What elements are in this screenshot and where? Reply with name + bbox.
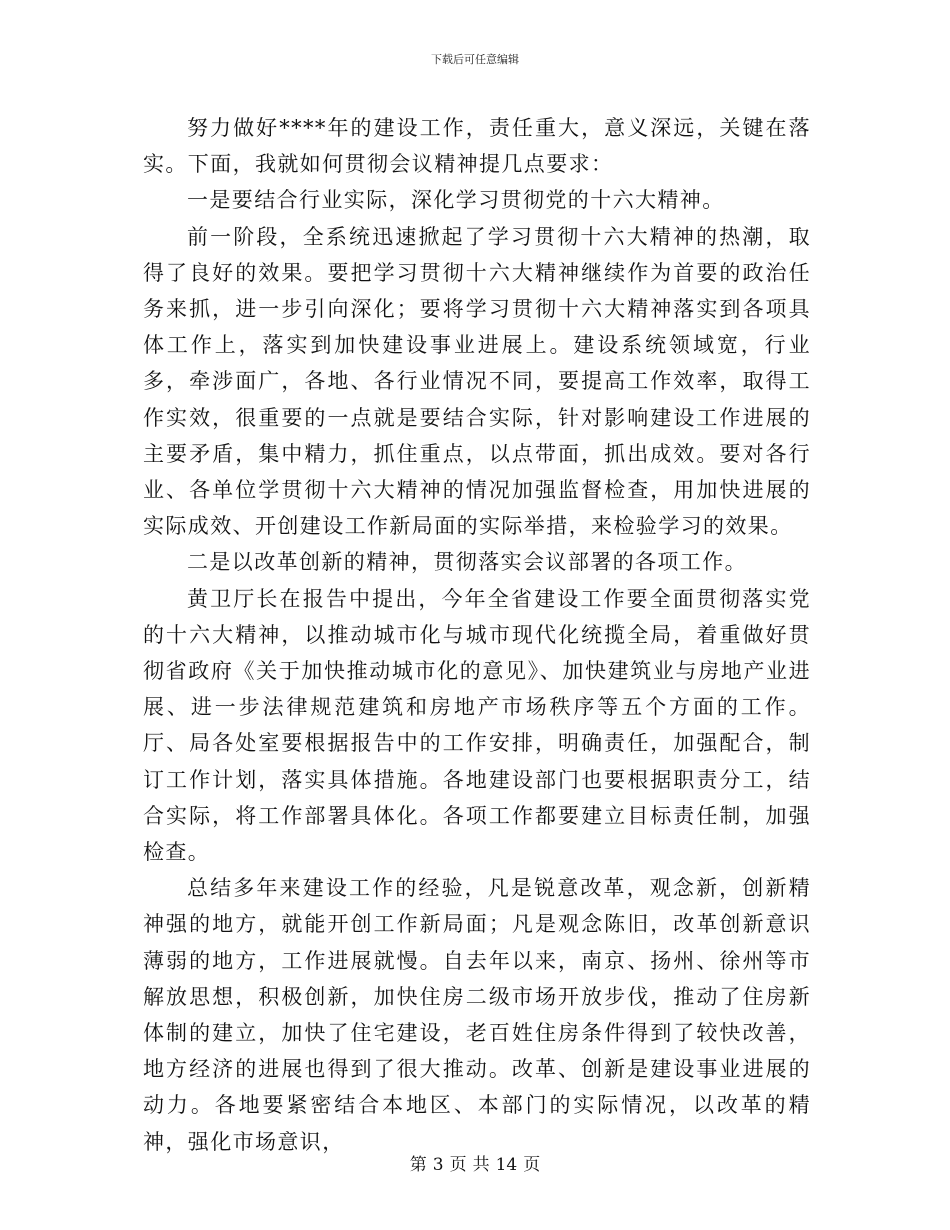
paragraph-point-two-body: 黄卫厅长在报告中提出，今年全省建设工作要全面贯彻落实党的十六大精神，以推动城市化与城市现代化统揽全局，着重做好贯彻省政府《关于加快推动城市化的意见》、加快建筑业与房地产业进展、进一步法律规范建筑和房地产市场秩序等五个方面的工作。厅、局各处室要根据报告中的工作安排，明确责任，加强配合，制订工作计划，落实具体措施。各地建设部门也要根据职责分工，结合实际，将工作部署具体化。各项工作都要建立目标责任制，加强检查。 [143, 586, 811, 865]
paragraph-point-one-body: 前一阶段，全系统迅速掀起了学习贯彻十六大精神的热潮，取得了良好的效果。要把学习贯彻十六大精神继续作为首要的政治任务来抓，进一步引向深化；要将学习贯彻十六大精神落实到各项具体工作上，落实到加快建设事业进展上。建设系统领域宽，行业多，牵涉面广，各地、各行业情况不同，要提高工作效率，取得工作实效，很重要的一点就是要结合实际，针对影响建设工作进展的主要矛盾，集中精力，抓住重点，以点带面，抓出成效。要对各行业、各单位学贯彻十六大精神的情况加强监督检查，用加快进展的实际成效、开创建设工作新局面的实际举措，来检验学习的效果。 [143, 224, 811, 539]
page-number-footer [0, 1154, 950, 1176]
footer-current-page: 3 [432, 1155, 444, 1175]
footer-total-pages: 14 [495, 1155, 518, 1175]
footer-total-word: 共 [472, 1155, 490, 1175]
footer-suffix: 页 [523, 1155, 541, 1175]
paragraph-intro: 努力做好****年的建设工作，责任重大，意义深远，关键在落实。下面，我就如何贯彻会议精神提几点要求： [143, 116, 811, 177]
paragraph-point-two-heading: 二是以改革创新的精神，贯彻落实会议部署的各项工作。 [187, 550, 747, 575]
paragraph-experience: 总结多年来建设工作的经验，凡是锐意改革，观念新，创新精神强的地方，就能开创工作新局面；凡是观念陈旧，改革创新意识薄弱的地方，工作进展就慢。自去年以来，南京、扬州、徐州等市解放思想，积极创新，加快住房二级市场开放步伐，推动了住房新体制的建立，加快了住宅建设，老百姓住房条件得到了较快改善，地方经济的进展也得到了很大推动。改革、创新是建设事业进展的动力。各地要紧密结合本地区、本部门的实际情况，以改革的精神，强化市场意识， [143, 876, 811, 1154]
page-header-note: 下载后可任意编辑 [431, 53, 519, 66]
document-body [143, 110, 811, 1160]
footer-prefix: 第 [409, 1155, 427, 1175]
footer-page-word: 页 [449, 1155, 467, 1175]
paragraph-point-one-heading: 一是要结合行业实际，深化学习贯彻党的十六大精神。 [187, 188, 725, 213]
